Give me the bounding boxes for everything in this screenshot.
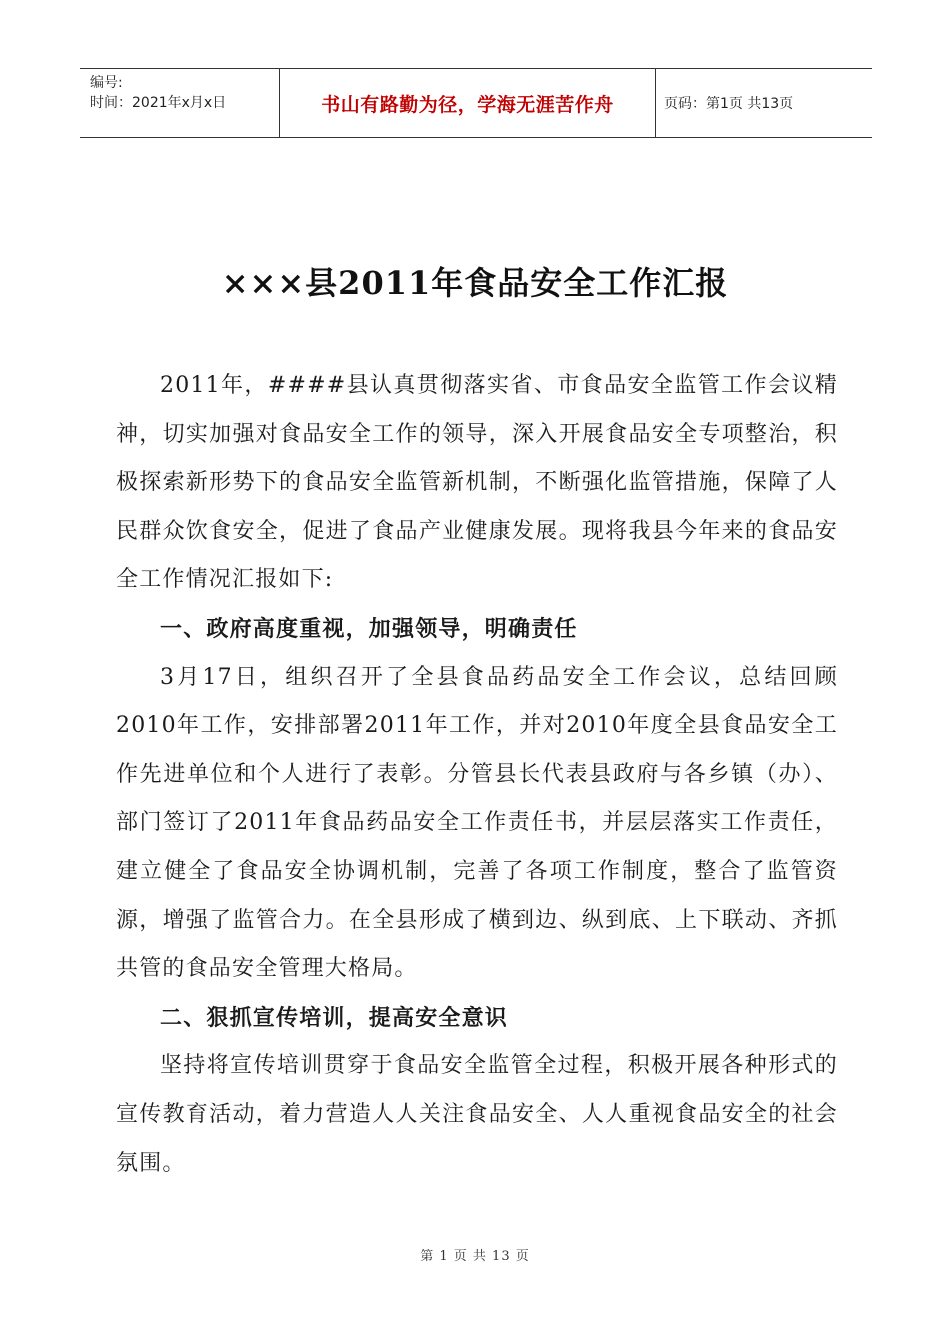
motto-text: 书山有路勤为径，学海无涯苦作舟 — [321, 93, 614, 116]
paragraph-section-2: 坚持将宣传培训贯穿于食品安全监管全过程，积极开展各种形式的宣传教育活动，着力营造人人关注食品安全、人人重视食品安全的社会氛围。 — [116, 1053, 838, 1176]
header-meta-cell — [80, 69, 280, 137]
document-body — [116, 362, 838, 1188]
page-label: 页码：第1页 共13页 — [664, 96, 794, 112]
number-label: 编号: — [90, 75, 123, 91]
document-header — [80, 68, 872, 138]
section-heading-2: 二、狠抓宣传培训，提高安全意识 — [160, 1004, 509, 1031]
paragraph-intro: 2011年，####县认真贯彻落实省、市食品安全监管工作会议精神，切实加强对食品安全工作的领导，深入开展食品安全专项整治，积极探索新形势下的食品安全监管新机制，不断强化监管措施，保障了人民群众饮食安全，促进了食品产业健康发展。现将我县今年来的食品安全工作情况汇报如下: — [116, 373, 838, 593]
document-title: ×××县2011年食品安全工作汇报 — [221, 264, 729, 302]
section-heading-1: 一、政府高度重视，加强领导，明确责任 — [160, 615, 578, 642]
page-footer: 第 1 页 共 13 页 — [420, 1249, 530, 1264]
header-motto-cell — [280, 69, 656, 137]
time-label: 时间：2021年x月x日 — [90, 95, 227, 111]
paragraph-section-1: 3月17日，组织召开了全县食品药品安全工作会议，总结回顾2010年工作，安排部署2011年工作，并对2010年度全县食品安全工作先进单位和个人进行了表彰。分管县长代表县政府与各乡镇（办）、部门签订了2011年食品药品安全工作责任书，并层层落实工作责任，建立健全了食品安全协调机制，完善了各项工作制度，整合了监管资源，增强了监管合力。在全县形成了横到边、纵到底、上下联动、齐抓共管的食品安全管理大格局。 — [116, 664, 838, 982]
header-page-cell — [656, 69, 872, 137]
